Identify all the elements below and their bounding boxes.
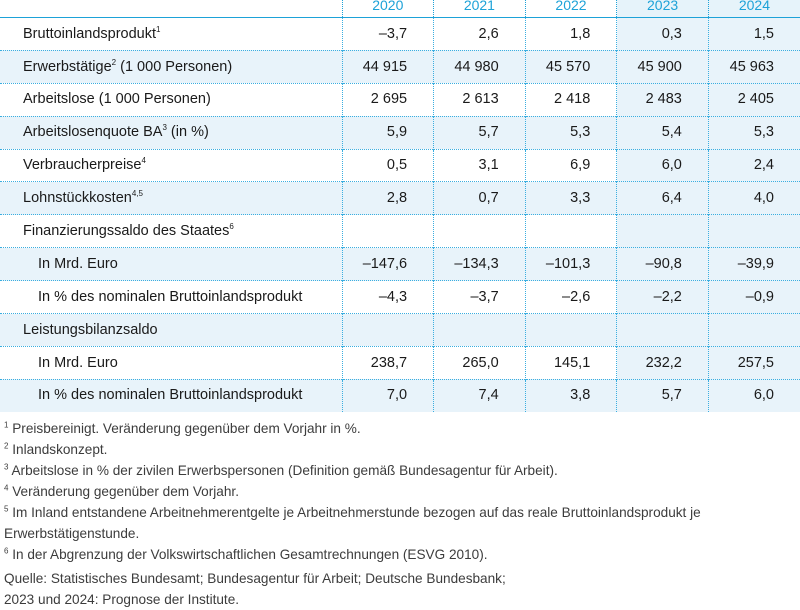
table-row [0,83,800,116]
table-row [0,116,800,149]
value-cell: 5,7 [434,116,526,149]
header-year: 2023 [617,0,709,18]
value-cell: 44 980 [434,50,526,83]
value-cell: 6,0 [617,149,709,182]
footnote: $^6$ In der Abgrenzung der Volkswirtschaftlichen Gesamtrechnungen (ESVG 2010). [4,546,488,562]
value-cell: 2 405 [708,83,800,116]
value-cell: –3,7 [342,18,434,51]
footnote: $^4$ Veränderung gegenüber dem Vorjahr. [4,483,239,499]
value-cell: 2,8 [342,182,434,215]
value-cell [708,314,800,347]
table-row [0,215,800,248]
footnote-ref: 2 [111,57,117,67]
value-cell [434,314,526,347]
footnote-ref: 3 [162,123,167,133]
row-label: Lohnstückkosten$^{4,5}$ [0,182,342,215]
value-cell: –4,3 [342,281,434,314]
footnote: $^2$ Inlandskonzept. [4,441,108,457]
value-cell: –3,7 [434,281,526,314]
row-label: Erwerbstätige$^2$ (1 000 Personen) [0,50,342,83]
value-cell: –90,8 [617,248,709,281]
value-cell: –134,3 [434,248,526,281]
value-cell: 3,8 [525,379,617,411]
value-cell: 5,9 [342,116,434,149]
row-label: Arbeitslosenquote $BA^3$ (in %) [0,116,342,149]
source-note: Quelle: Statistisches Bundesamt; Bundesagentur für Arbeit; Deutsche Bundesbank; 2023 und 2024: Prognose der Institute. [4,571,506,607]
footnote: $^3$ Arbeitslose in % der zivilen Erwerbspersonen (Definition gemäß Bundesagentur für Arbeit). [4,462,558,478]
value-cell: 0,5 [342,149,434,182]
value-cell: 265,0 [434,346,526,379]
value-cell: 5,3 [708,116,800,149]
value-cell: 2 483 [617,83,709,116]
row-label: Verbraucherpreise$^4$ [0,149,342,182]
value-cell: 45 963 [708,50,800,83]
value-cell [525,314,617,347]
value-cell: 7,4 [434,379,526,411]
value-cell: 45 570 [525,50,617,83]
row-label: Finanzierungssaldo des Staates$^6$ [0,215,342,248]
row-label: In Mrd. Euro [0,346,342,379]
value-cell: 1,5 [708,18,800,51]
table-header-row [0,0,800,18]
value-cell [434,215,526,248]
footnote: $^5$ Im Inland entstandene Arbeitnehmerentgelte je Arbeitnehmerstunde bezogen auf das reale Bruttoinlandsprodukt je Erwerbstätigenstunde. [4,504,701,541]
value-cell: 3,3 [525,182,617,215]
value-cell: 4,0 [708,182,800,215]
table-row [0,50,800,83]
row-label: In % des nominalen Bruttoinlandsprodukt [0,379,342,411]
footnotes [4,418,794,610]
header-year: 2020 [342,0,434,18]
value-cell: 238,7 [342,346,434,379]
table-row [0,379,800,411]
value-cell: 2 418 [525,83,617,116]
footnote-ref: 4 [141,156,146,166]
footnote-ref: 6 [229,222,234,232]
value-cell: 45 900 [617,50,709,83]
table-row [0,314,800,347]
header-year: 2021 [434,0,526,18]
table-row [0,346,800,379]
value-cell: 6,0 [708,379,800,411]
table-row [0,248,800,281]
header-label-cell [0,0,342,18]
value-cell: 3,1 [434,149,526,182]
row-label: In % des nominalen Bruttoinlandsprodukt [0,281,342,314]
value-cell [617,314,709,347]
footnote: $^1$ Preisbereinigt. Veränderung gegenüber dem Vorjahr in %. [4,420,361,436]
value-cell: 2,6 [434,18,526,51]
value-cell: 5,4 [617,116,709,149]
value-cell: 1,8 [525,18,617,51]
table-row [0,149,800,182]
value-cell: 0,7 [434,182,526,215]
row-label: Arbeitslose (1 000 Personen) [0,83,342,116]
value-cell: 2,4 [708,149,800,182]
value-cell: 2 695 [342,83,434,116]
value-cell: –0,9 [708,281,800,314]
value-cell: –2,2 [617,281,709,314]
value-cell: 0,3 [617,18,709,51]
row-label: Bruttoinlandsprodukt$^1$ [0,18,342,51]
value-cell [342,215,434,248]
value-cell: 257,5 [708,346,800,379]
footnote-ref: 1 [156,24,161,34]
table-row [0,281,800,314]
value-cell: 6,9 [525,149,617,182]
value-cell: 145,1 [525,346,617,379]
value-cell: –2,6 [525,281,617,314]
header-year: 2024 [708,0,800,18]
value-cell: 44 915 [342,50,434,83]
table-row [0,18,800,51]
value-cell: 7,0 [342,379,434,411]
value-cell [525,215,617,248]
value-cell: 6,4 [617,182,709,215]
value-cell: –147,6 [342,248,434,281]
value-cell: 2 613 [434,83,526,116]
value-cell [708,215,800,248]
row-label: In Mrd. Euro [0,248,342,281]
value-cell: 5,3 [525,116,617,149]
footnote-ref: 4,5 [131,189,143,199]
value-cell: 232,2 [617,346,709,379]
value-cell [617,215,709,248]
value-cell: –101,3 [525,248,617,281]
table-row [0,182,800,215]
row-label: Leistungsbilanzsaldo [0,314,342,347]
value-cell [342,314,434,347]
header-year: 2022 [525,0,617,18]
value-cell: –39,9 [708,248,800,281]
value-cell: 5,7 [617,379,709,411]
